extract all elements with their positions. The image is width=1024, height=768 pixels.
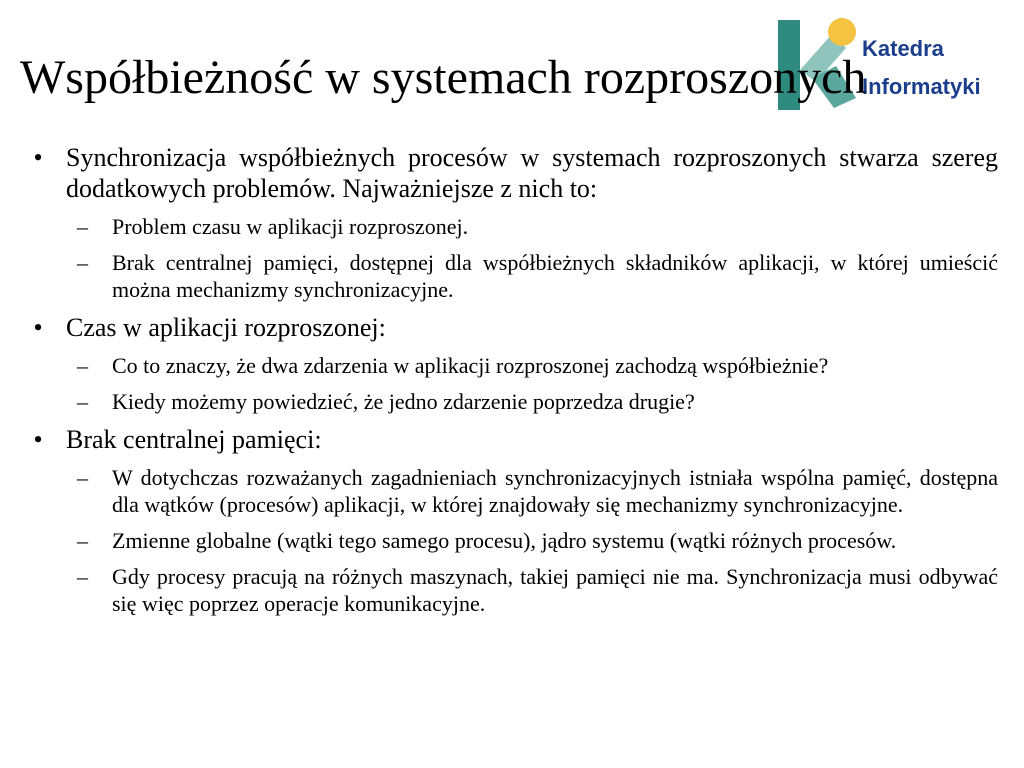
sub-bullet-item xyxy=(28,563,998,617)
logo-sun-icon xyxy=(828,18,856,46)
dash-glyph: – xyxy=(77,353,88,378)
bullet-text: Czas w aplikacji rozproszonej: xyxy=(66,313,386,342)
bullet-item xyxy=(28,424,998,617)
sub-bullet-text: Co to znaczy, że dwa zdarzenia w aplikacji rozproszonej zachodzą współbieżnie? xyxy=(112,353,829,378)
dash-glyph: – xyxy=(77,528,88,553)
logo-text-line2: Informatyki xyxy=(862,74,981,99)
sub-bullet-text: Zmienne globalne (wątki tego samego procesu), jądro systemu (wątki różnych procesów. xyxy=(112,528,897,553)
bullet-text: Brak centralnej pamięci: xyxy=(66,425,322,454)
logo-text-line1: Katedra xyxy=(862,36,944,61)
sub-bullet-text: Gdy procesy pracują na różnych maszynach, takiej pamięci nie ma. Synchronizacja musi odbywać się więc poprzez operacje komunikacyjne. xyxy=(112,564,998,616)
dash-glyph: – xyxy=(77,214,88,239)
bullet-glyph: • xyxy=(33,425,43,454)
sub-bullet-item xyxy=(28,388,998,415)
sub-bullet-list xyxy=(66,352,998,415)
bullet-glyph: • xyxy=(33,143,43,172)
sub-bullet-item xyxy=(28,527,998,554)
dash-glyph: – xyxy=(77,564,88,589)
sub-bullet-item xyxy=(28,352,998,379)
sub-bullet-text: Brak centralnej pamięci, dostępnej dla współbieżnych składników aplikacji, w której umieścić można mechanizmy synchronizacyjne. xyxy=(112,250,998,302)
sub-bullet-text: Problem czasu w aplikacji rozproszonej. xyxy=(112,214,469,239)
dash-glyph: – xyxy=(77,465,88,490)
bullet-text: Synchronizacja współbieżnych procesów w systemach rozproszonych stwarza szereg dodatkowych problemów. Najważniejsze z nich to: xyxy=(66,143,998,203)
sub-bullet-item xyxy=(28,464,998,518)
slide-title: Współbieżność w systemach rozproszonych xyxy=(20,51,867,104)
dash-glyph: – xyxy=(77,250,88,275)
slide-content xyxy=(28,142,998,626)
sub-bullet-item xyxy=(28,249,998,303)
bullet-glyph: • xyxy=(33,313,43,342)
sub-bullet-item xyxy=(28,213,998,240)
sub-bullet-text: W dotychczas rozważanych zagadnieniach synchronizacyjnych istniała wspólna pamięć, dostępna dla wątków (procesów) aplikacji, w której znajdowały się mechanizmy synchronizacyjne. xyxy=(112,465,998,517)
sub-bullet-text: Kiedy możemy powiedzieć, że jedno zdarzenie poprzedza drugie? xyxy=(112,389,695,414)
sub-bullet-list xyxy=(66,464,998,617)
bullet-item xyxy=(28,312,998,415)
bullet-item xyxy=(28,142,998,303)
sub-bullet-list xyxy=(66,213,998,303)
dash-glyph: – xyxy=(77,389,88,414)
bullet-list xyxy=(28,142,998,617)
